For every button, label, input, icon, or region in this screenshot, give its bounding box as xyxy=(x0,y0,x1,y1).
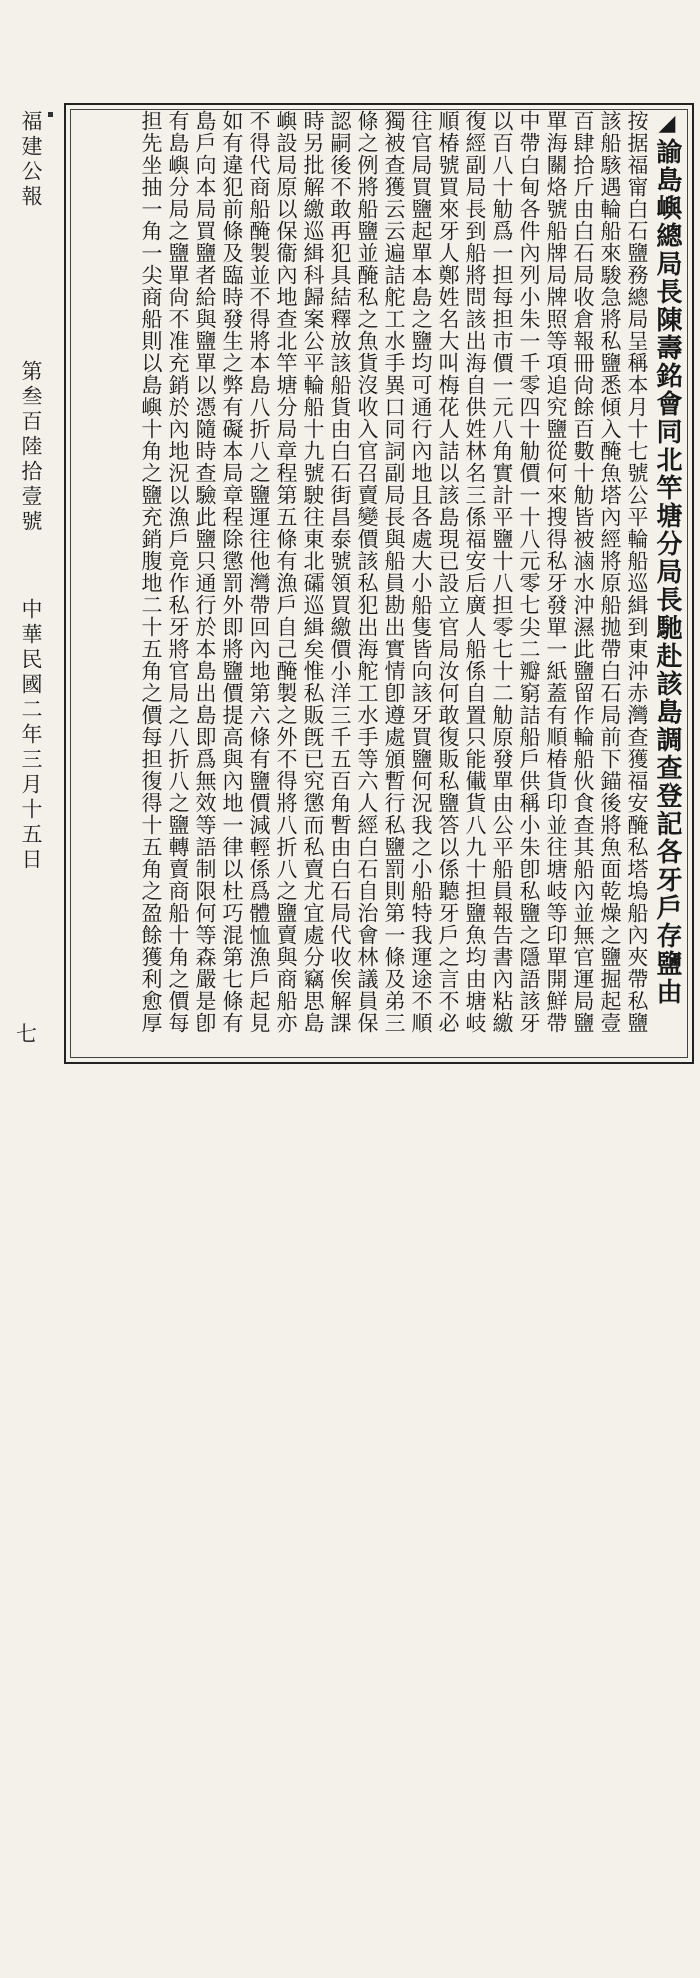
text-line: 時另批解繳巡緝科歸案公平輪船十九號駛往東北礵巡緝矣惟私販旣已究懲而私賣尤宜處分竊思島 xyxy=(301,110,325,1034)
text-line: 嶼設局原以保衞內地查北竿塘分局章程第五條有漁戶自己醃製之外不得將八折八之鹽賣與商船亦 xyxy=(274,110,298,1034)
text-line: 條之例將船鹽並醃私之魚貨沒收入官召賣變價該私犯出海舵工水手等六人經白石自治會林議員保 xyxy=(355,110,379,1034)
text-line: 以百八十觔爲一担每担市價一元八角實計平鹽十八担零七十二觔原發單由公平船員報告書內粘繳 xyxy=(490,110,514,1034)
margin-dot xyxy=(48,112,53,117)
text-line: 往官局買鹽起單本島之鹽均可通行內地且各處大小船隻皆向該牙買鹽何況我之小船特我運途不順 xyxy=(409,110,433,1034)
text-line: 如有違犯前條及臨時發生之弊有礙本局章程除懲罰外即將鹽價提高與內地一律以杜巧混第七條有 xyxy=(220,110,244,1034)
publication-date: 中華民國二年三月十五日 xyxy=(19,598,43,873)
text-line: 百肆拾斤由白石局收倉報冊尙餘百數十觔皆被滷水沖濕此鹽留作輪船伙食查其船內並無官運局鹽 xyxy=(571,110,595,1034)
text-line: 中帶白甸各件內列小朱一千零四十觔價一十八元零七尖二瓣窮詰船戶供稱小朱卽私鹽之隱語該牙 xyxy=(517,110,541,1034)
issue-number: 第叁百陸拾壹號 xyxy=(19,360,43,535)
article-title xyxy=(652,110,682,1054)
article-title-text: 諭島嶼總局長陳壽銘會同北竿塘分局長馳赴該島調查登記各牙戶存鹽由 xyxy=(652,138,682,1006)
page-number: 七 xyxy=(16,1022,37,1046)
journal-name: 福建公報 xyxy=(19,110,43,210)
text-line: 按据福甯白石鹽務總局呈稱本月十七號公平輪船巡緝到東沖赤灣查獲福安醃私塔塢船內夾帶私鹽 xyxy=(625,110,649,1034)
text-line: 該船駭遇輪船來駿急將私鹽悉傾入醃魚塔內經將原船拋帶白石局前下錨後將魚面乾燥之鹽掘起壹 xyxy=(598,110,622,1034)
text-line: 有島嶼分局之鹽單尙不准充銷於內地況以漁戶竟作私牙將官局之八折八之鹽轉賣商船十角之價每 xyxy=(166,110,190,1034)
article-body xyxy=(68,110,682,1054)
title-marker-icon: ◢ xyxy=(654,110,680,138)
text-line: 認嗣後不敢再犯具結釋放該船貨由白石街昌泰號領買繳價小洋三千五百角暫由白石局代收俟解課 xyxy=(328,110,352,1034)
text-line: 復經副局長到船將問該出海自供姓林名三係福安后廣人船係自置只能儎貨八九十担鹽魚均由塘岐 xyxy=(463,110,487,1034)
text-line: 不得代商船醃製並不得將本島八折八之鹽運往他灣帶回內地第六條有鹽價減輕係爲體恤漁戶起見 xyxy=(247,110,271,1034)
text-line: 担先坐抽一角一尖商船則以島嶼十角之鹽充銷腹地二十五角之價每担復得十五角之盈餘獲利愈厚 xyxy=(139,110,163,1034)
text-line: 順椿號買來牙人鄭姓名大叫梅花人詰以該島現已設立官局汝何敢復販私鹽答以係聽牙戶之言不必 xyxy=(436,110,460,1034)
text-line: 島戶向本局買鹽者給與鹽單以憑隨時查驗此鹽只通行於本島出島即爲無效等語制限何等森嚴是卽 xyxy=(193,110,217,1034)
text-line: 獨被查獲云云遍詰舵工水手異口同詞副局長與船員勘出實情卽遵處頒暫行私鹽罰則第一條及弟三 xyxy=(382,110,406,1034)
text-line: 單海關烙號船牌局牌照等項追究鹽從何來搜得私牙發單一紙蓋有順椿貨印並往塘岐等印單開鮮帶 xyxy=(544,110,568,1034)
